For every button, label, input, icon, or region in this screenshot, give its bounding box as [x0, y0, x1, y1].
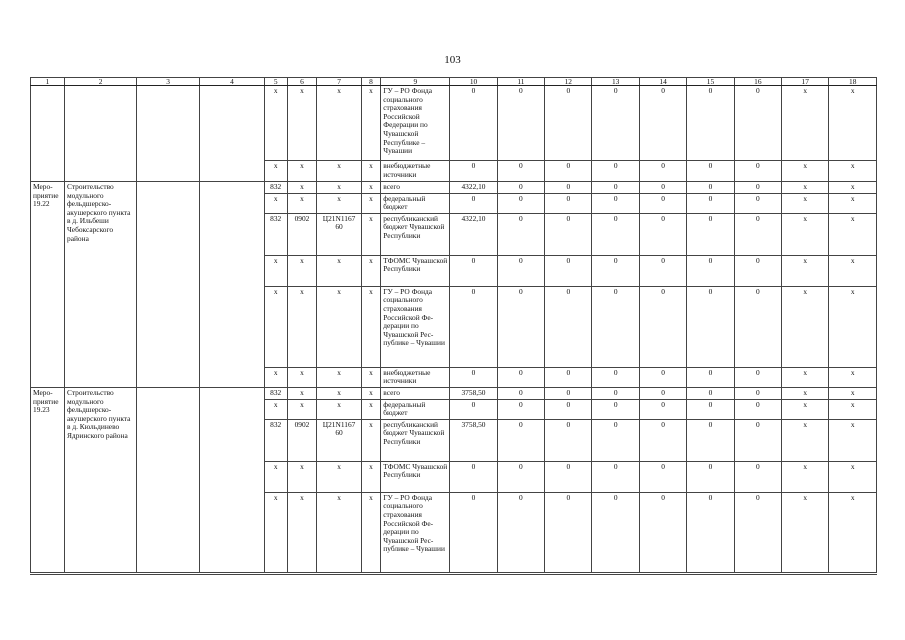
table-row [31, 387, 877, 399]
cell-c14: 0 [639, 86, 686, 161]
cell-c18: x [829, 387, 877, 399]
funding-source: внебюджетные источники [381, 161, 450, 182]
cell-c5: 832 [264, 387, 287, 399]
cell-c11: 0 [497, 255, 544, 286]
cell-c17: x [782, 161, 829, 182]
cell-c14: 0 [639, 387, 686, 399]
cell-c18: x [829, 86, 877, 161]
funding-source: ГУ – РО Фонда социального страхования Российской Федерации по Чувашской Республике – Чувашии [381, 286, 450, 367]
cell-c16: 0 [734, 419, 781, 461]
cell-c13: 0 [592, 193, 639, 213]
cell-c8: x [361, 86, 381, 161]
event-name: Строительство модульного фельдшерско-акушерского пункта в д. Ильбеши Чебоксарского района [65, 182, 137, 388]
column-number: 10 [450, 78, 497, 86]
cell-c5: x [264, 255, 287, 286]
budget-table [30, 77, 877, 573]
cell-c10: 4322,10 [450, 213, 497, 255]
cell-c16: 0 [734, 492, 781, 572]
cell-c10: 0 [450, 367, 497, 387]
cell-c5: x [264, 193, 287, 213]
column-number: 9 [381, 78, 450, 86]
cell-c16: 0 [734, 399, 781, 419]
cell-c16: 0 [734, 182, 781, 194]
cell-c6: x [287, 193, 317, 213]
cell-c7: x [317, 161, 361, 182]
cell-c7: x [317, 367, 361, 387]
cell-c17: x [782, 255, 829, 286]
cell-c16: 0 [734, 193, 781, 213]
column-number: 11 [497, 78, 544, 86]
cell-c5: x [264, 286, 287, 367]
cell-c15: 0 [687, 461, 734, 492]
cell-c12: 0 [545, 182, 592, 194]
column-number: 15 [687, 78, 734, 86]
cell-c18: x [829, 461, 877, 492]
cell-c6: x [287, 161, 317, 182]
cell-c18: x [829, 492, 877, 572]
funding-source: ГУ – РО Фонда социального страхования Российской Федерации по Чувашской Республике – Чувашии [381, 492, 450, 572]
cell-c11: 0 [497, 387, 544, 399]
cell-c18: x [829, 399, 877, 419]
cell-c8: x [361, 419, 381, 461]
cell-c11: 0 [497, 286, 544, 367]
cell-c14: 0 [639, 182, 686, 194]
cell-c13: 0 [592, 213, 639, 255]
cell-c5: x [264, 161, 287, 182]
funding-source: республиканский бюджет Чувашской Республики [381, 419, 450, 461]
cell-c8: x [361, 182, 381, 194]
cell-c18: x [829, 286, 877, 367]
cell-c15: 0 [687, 286, 734, 367]
cell-c13: 0 [592, 286, 639, 367]
cell-c12: 0 [545, 161, 592, 182]
cell-c13: 0 [592, 161, 639, 182]
funding-source: республиканский бюджет Чувашской Республики [381, 213, 450, 255]
cell-c15: 0 [687, 161, 734, 182]
cell-c11: 0 [497, 86, 544, 161]
column-number-row [31, 78, 877, 86]
cell-c5: x [264, 461, 287, 492]
cell-c12: 0 [545, 399, 592, 419]
cell-c18: x [829, 419, 877, 461]
cell-c10: 3758,50 [450, 419, 497, 461]
cell-c18: x [829, 213, 877, 255]
cell-c15: 0 [687, 492, 734, 572]
cell-c7: x [317, 399, 361, 419]
cell-c15: 0 [687, 419, 734, 461]
cell-c14: 0 [639, 161, 686, 182]
cell-c17: x [782, 387, 829, 399]
event-number: Мероприятие 19.23 [31, 387, 65, 572]
cell-c7: x [317, 387, 361, 399]
cell-c14: 0 [639, 213, 686, 255]
cell-c12: 0 [545, 461, 592, 492]
table-body [31, 78, 877, 573]
cell-c15: 0 [687, 193, 734, 213]
cell-c11: 0 [497, 461, 544, 492]
cell-c16: 0 [734, 367, 781, 387]
cell-c11: 0 [497, 492, 544, 572]
cell-c13: 0 [592, 461, 639, 492]
cell-c8: x [361, 461, 381, 492]
cell-c10: 0 [450, 161, 497, 182]
cell-c8: x [361, 387, 381, 399]
column-number: 7 [317, 78, 361, 86]
bottom-rule [30, 574, 877, 575]
cell-c17: x [782, 399, 829, 419]
cell-c6: x [287, 387, 317, 399]
cell-c13: 0 [592, 399, 639, 419]
cell-c7: x [317, 255, 361, 286]
cell-c6: 0902 [287, 419, 317, 461]
cell-c11: 0 [497, 161, 544, 182]
cell-c7: Ц21N1167 60 [317, 213, 361, 255]
cell-c16: 0 [734, 387, 781, 399]
cell-c12: 0 [545, 286, 592, 367]
column-number: 6 [287, 78, 317, 86]
cell-c11: 0 [497, 399, 544, 419]
cell-c10: 0 [450, 461, 497, 492]
cell-c16: 0 [734, 286, 781, 367]
cell-c13: 0 [592, 387, 639, 399]
cell-c15: 0 [687, 255, 734, 286]
cell-c10: 0 [450, 86, 497, 161]
cell-c7: x [317, 461, 361, 492]
cell-c12: 0 [545, 255, 592, 286]
cell-c17: x [782, 461, 829, 492]
column-number: 2 [65, 78, 137, 86]
cell-c13: 0 [592, 367, 639, 387]
cell-c8: x [361, 399, 381, 419]
cell-c6: 0902 [287, 213, 317, 255]
cell-c5: x [264, 86, 287, 161]
cell-c18: x [829, 255, 877, 286]
funding-source: федеральный бюджет [381, 193, 450, 213]
cell-c14: 0 [639, 461, 686, 492]
cell-c17: x [782, 86, 829, 161]
column-number: 1 [31, 78, 65, 86]
cell-c5: x [264, 492, 287, 572]
cell-c10: 0 [450, 492, 497, 572]
cell-c6: x [287, 86, 317, 161]
cell-c6: x [287, 461, 317, 492]
cell-c10: 0 [450, 399, 497, 419]
cell-c11: 0 [497, 213, 544, 255]
column-number: 3 [137, 78, 200, 86]
cell-c8: x [361, 213, 381, 255]
cell-c8: x [361, 255, 381, 286]
cell-c7: x [317, 182, 361, 194]
cell-c8: x [361, 161, 381, 182]
cell-c14: 0 [639, 193, 686, 213]
cell-c17: x [782, 193, 829, 213]
funding-source: внебюджетные источники [381, 367, 450, 387]
cell-c14: 0 [639, 399, 686, 419]
cell-c8: x [361, 193, 381, 213]
cell-c16: 0 [734, 161, 781, 182]
blank-cell [199, 182, 264, 388]
cell-c7: x [317, 193, 361, 213]
column-number: 13 [592, 78, 639, 86]
cell-c11: 0 [497, 193, 544, 213]
blank-cell [137, 86, 200, 182]
cell-c17: x [782, 492, 829, 572]
cell-c5: 832 [264, 182, 287, 194]
cell-c17: x [782, 419, 829, 461]
cell-c18: x [829, 367, 877, 387]
cell-c11: 0 [497, 182, 544, 194]
funding-source: всего [381, 182, 450, 194]
column-number: 18 [829, 78, 877, 86]
funding-source: федеральный бюджет [381, 399, 450, 419]
funding-source: ТФОМС Чувашской Республики [381, 255, 450, 286]
column-number: 8 [361, 78, 381, 86]
cell-c5: x [264, 367, 287, 387]
funding-source: всего [381, 387, 450, 399]
cell-c6: x [287, 182, 317, 194]
cell-c17: x [782, 367, 829, 387]
cell-c13: 0 [592, 86, 639, 161]
cell-c16: 0 [734, 86, 781, 161]
cell-c10: 0 [450, 286, 497, 367]
cell-c11: 0 [497, 419, 544, 461]
cell-c18: x [829, 193, 877, 213]
table-row [31, 86, 877, 161]
cell-c14: 0 [639, 492, 686, 572]
blank-cell [199, 86, 264, 182]
cell-c6: x [287, 492, 317, 572]
cell-c15: 0 [687, 399, 734, 419]
cell-c10: 3758,50 [450, 387, 497, 399]
cell-c16: 0 [734, 255, 781, 286]
cell-c6: x [287, 367, 317, 387]
cell-c10: 0 [450, 193, 497, 213]
page-number: 103 [444, 54, 461, 66]
cell-c13: 0 [592, 492, 639, 572]
column-number: 16 [734, 78, 781, 86]
cell-c18: x [829, 182, 877, 194]
cell-c10: 4322,10 [450, 182, 497, 194]
cell-c7: x [317, 492, 361, 572]
cell-c17: x [782, 286, 829, 367]
cell-c15: 0 [687, 182, 734, 194]
cell-c15: 0 [687, 367, 734, 387]
cell-c13: 0 [592, 182, 639, 194]
cell-c8: x [361, 492, 381, 572]
column-number: 14 [639, 78, 686, 86]
cell-c7: Ц21N1167 60 [317, 419, 361, 461]
cell-c12: 0 [545, 86, 592, 161]
cell-c13: 0 [592, 419, 639, 461]
cell-c6: x [287, 286, 317, 367]
cell-c13: 0 [592, 255, 639, 286]
cell-c15: 0 [687, 86, 734, 161]
funding-source: ТФОМС Чувашской Республики [381, 461, 450, 492]
cell-c12: 0 [545, 492, 592, 572]
event-number [31, 86, 65, 182]
blank-cell [137, 182, 200, 388]
cell-c12: 0 [545, 213, 592, 255]
column-number: 17 [782, 78, 829, 86]
cell-c8: x [361, 286, 381, 367]
column-number: 4 [199, 78, 264, 86]
cell-c10: 0 [450, 255, 497, 286]
event-name: Строительство модульного фельдшерско-акушерского пункта в д. Кюльдинево Ядринского района [65, 387, 137, 572]
cell-c12: 0 [545, 419, 592, 461]
cell-c17: x [782, 213, 829, 255]
cell-c12: 0 [545, 387, 592, 399]
cell-c14: 0 [639, 367, 686, 387]
cell-c7: x [317, 286, 361, 367]
cell-c12: 0 [545, 193, 592, 213]
cell-c7: x [317, 86, 361, 161]
cell-c8: x [361, 367, 381, 387]
cell-c6: x [287, 255, 317, 286]
cell-c15: 0 [687, 387, 734, 399]
cell-c18: x [829, 161, 877, 182]
cell-c14: 0 [639, 419, 686, 461]
cell-c14: 0 [639, 286, 686, 367]
funding-source: ГУ – РО Фонда социального страхования Российской Федерации по Чувашской Республике – Чувашии [381, 86, 450, 161]
cell-c5: 832 [264, 213, 287, 255]
cell-c11: 0 [497, 367, 544, 387]
cell-c12: 0 [545, 367, 592, 387]
event-number: Мероприятие 19.22 [31, 182, 65, 388]
column-number: 12 [545, 78, 592, 86]
table-row [31, 182, 877, 194]
cell-c16: 0 [734, 213, 781, 255]
cell-c5: x [264, 399, 287, 419]
cell-c17: x [782, 182, 829, 194]
blank-cell [137, 387, 200, 572]
cell-c16: 0 [734, 461, 781, 492]
event-name [65, 86, 137, 182]
column-number: 5 [264, 78, 287, 86]
cell-c6: x [287, 399, 317, 419]
cell-c15: 0 [687, 213, 734, 255]
blank-cell [199, 387, 264, 572]
cell-c14: 0 [639, 255, 686, 286]
cell-c5: 832 [264, 419, 287, 461]
